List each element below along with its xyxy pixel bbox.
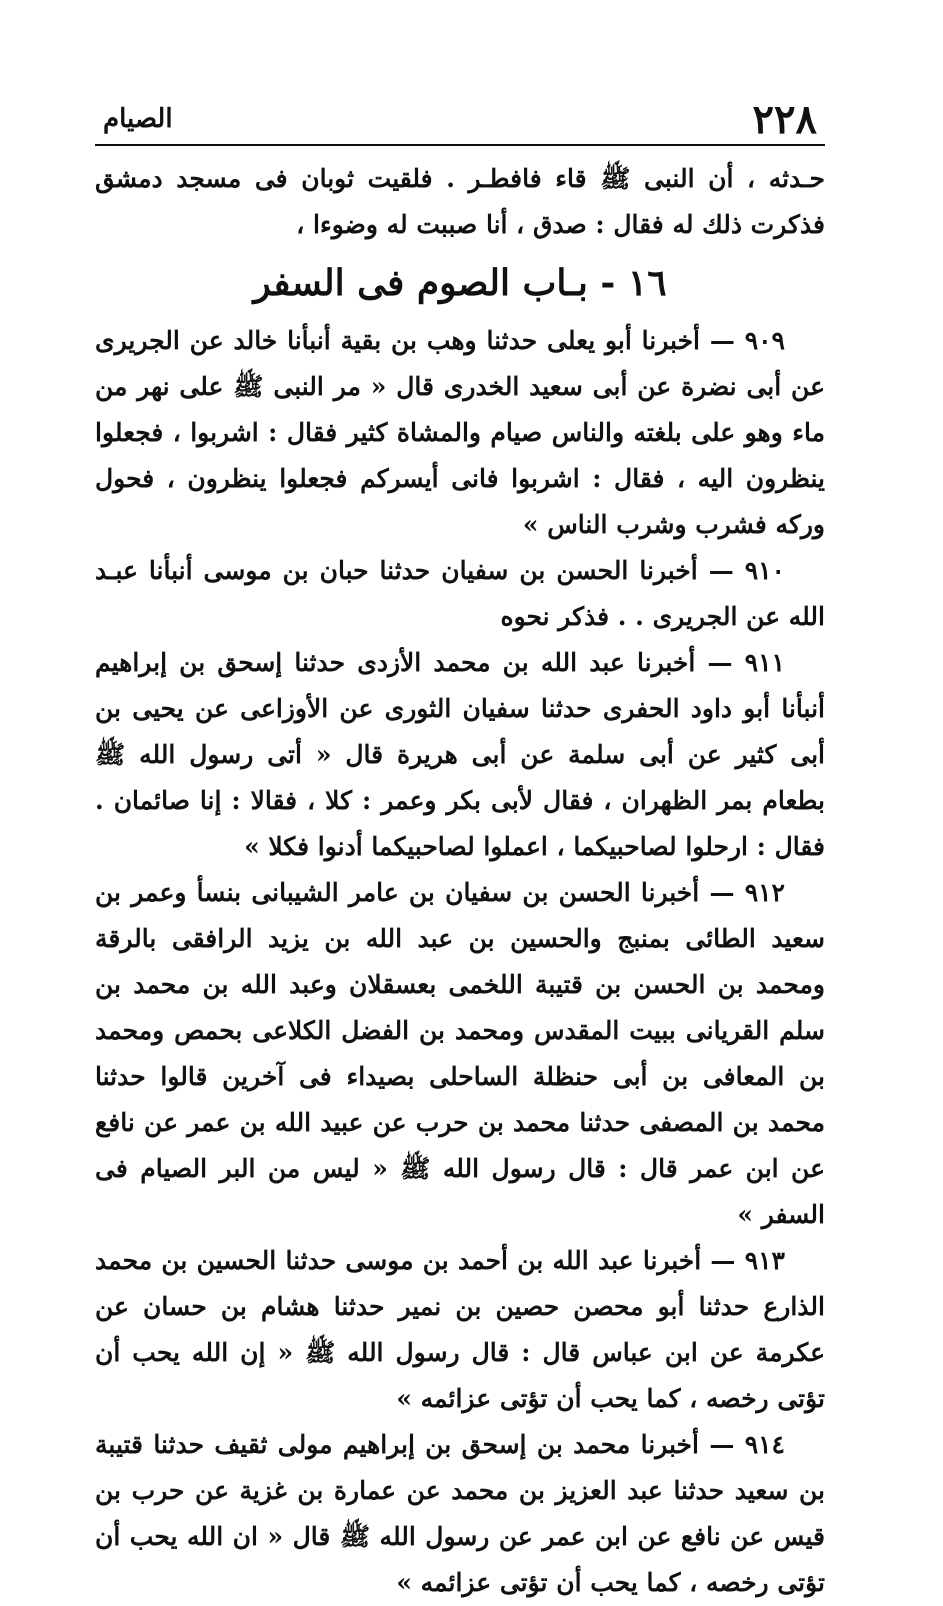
hadith-text: أخبرنا الحسن بن سفيان حدثنا حبان بن موسى أنبأنا عبـد الله عن الجريرى . . فذكر نحوه (95, 556, 825, 631)
hadith-number: ٩١٣ — (710, 1246, 785, 1275)
running-title: الصيام (103, 104, 173, 134)
hadith-paragraph (95, 640, 825, 870)
hadith-text: أخبرنا الحسن بن سفيان بن عامر الشيبانى بنسأ وعمر بن سعيد الطائى بمنبج والحسين بن عبد الله بن يزيد الرافقى بالرقة ومحمد بن الحسن بن قتيبة اللخمى بعسقلان وعبد الله بن محمد بن سلم القريانى ببيت المقدس ومحمد بن الفضل الكلاعى بحمص ومحمد بن المعافى بن أبى حنظلة الساحلى بصيداء فى آخرين قالوا حدثنا محمد بن المصفى حدثنا محمد بن حرب عن عبيد الله بن عمر عن نافع عن ابن عمر قال : قال رسول الله ﷺ « ليس من البر الصيام فى السفر » (95, 878, 826, 1229)
intro-line-2: فقال : صدق ، أنا صببت له وضوءا ، (296, 210, 664, 239)
hadith-number: ٩١١ — (707, 648, 785, 677)
hadith-paragraph (95, 1422, 825, 1606)
hadith-paragraph (95, 1238, 825, 1422)
hadith-number: ٩١٢ — (709, 878, 785, 907)
hadith-paragraph (95, 548, 825, 640)
hadith-text: أخبرنا محمد بن إسحق بن إبراهيم مولى ثقيف حدثنا قتيبة بن سعيد حدثنا عبد العزيز بن محمد عن عمارة بن غزية عن حرب بن قيس عن نافع عن ابن عمر عن رسول الله ﷺ قال « ان الله يحب أن تؤتى رخصه ، كما يحب أن تؤتى عزائمه » (95, 1430, 825, 1597)
intro-line-1: حـدثه ، أن النبى ﷺ قاء فافطـر . فلقيت ثوبان فى مسجد دمشق فذكرت ذلك له (95, 164, 825, 239)
page-header (95, 80, 825, 143)
chapter-heading: ١٦ - بـاب الصوم فى السفر (253, 262, 667, 304)
hadith-paragraph (95, 318, 825, 548)
hadith-number: ٩١٠ — (708, 556, 785, 585)
page-number: ٢٢٨ (752, 96, 817, 143)
intro-paragraph (95, 156, 825, 248)
header-rule (95, 144, 825, 146)
hadith-number: ٩٠٩ — (709, 326, 785, 355)
hadith-paragraph (95, 870, 825, 1238)
hadith-number: ٩١٤ — (709, 1430, 785, 1459)
hadith-text: أخبرنا أبو يعلى حدثنا وهب بن بقية أنبأنا خالد عن الجريرى عن أبى نضرة عن أبى سعيد الخدرى قال « مر النبى ﷺ على نهر من ماء وهو على بلغته والناس صيام والمشاة كثير فقال : اشربوا ، فجعلوا ينظرون اليه ، فقال : اشربوا فانى أيسركم فجعلوا ينظرون ، فحول وركه فشرب وشرب الناس » (95, 326, 825, 539)
hadith-text: أخبرنا عبد الله بن أحمد بن موسى حدثنا الحسين بن محمد الذارع حدثنا أبو محصن حصين بن نمير حدثنا هشام بن حسان عن عكرمة عن ابن عباس قال : قال رسول الله ﷺ « إن الله يحب أن تؤتى رخصه ، كما يحب أن تؤتى عزائمه » (95, 1246, 825, 1413)
hadith-text: أخبرنا عبد الله بن محمد الأزدى حدثنا إسحق بن إبراهيم أنبأنا أبو داود الحفرى حدثنا سفيان الثورى عن الأوزاعى عن يحيى بن أبى كثير عن أبى سلمة عن أبى هريرة قال « أتى رسول الله ﷺ بطعام بمر الظهران ، فقال لأبى بكر وعمر : كلا ، فقالا : إنا صائمان . فقال : ارحلوا لصاحبيكما ، اعملوا لصاحبيكما أدنوا فكلا » (95, 648, 825, 861)
